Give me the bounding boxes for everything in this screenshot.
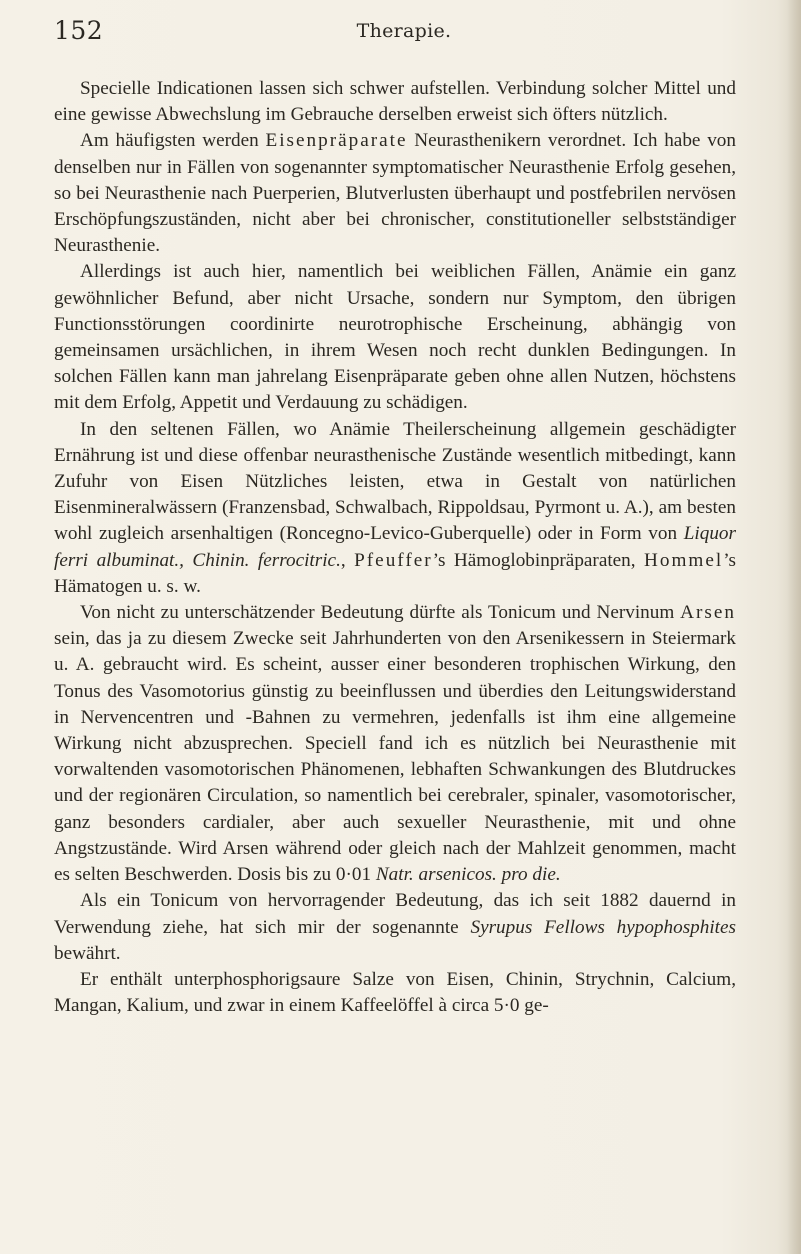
paragraph [54,967,736,1019]
text-run: In den seltenen Fällen, wo Anämie Theilerscheinung allgemein geschädigter Ernährung ist und diese offenbar neurasthenische Zustände wesentlich mitbedingt, kann Zufuhr von Eisen Nützliches leisten, etwa in Gestalt von natürlichen Eisenmineralwässern (Franzensbad, Schwalbach, Rippoldsau, Pyrmont u. A.), am besten wohl zugleich arsenhaltigen (Roncegno-Levico-Guberquelle) oder in Form von [54,418,736,545]
text-run: Allerdings ist auch hier, namentlich bei weiblichen Fällen, Anämie ein ganz gewöhnlicher Befund, aber nicht Ursache, sondern nur Symptom, den übrigen Functionsstörungen coordinirte neurotrophische Erscheinung, abhängig von gemeinsamen ursächlichen, in ihrem Wesen noch recht dunklen Bedingungen. In solchen Fällen kann man jahrelang Eisenpräparate geben ohne allen Nutzen, höchstens mit dem Erfolg, Appetit und Verdauung zu schädigen. [54,261,736,414]
italic-term: Liquor ferri albuminat., Chinin. ferrocitric. [54,523,736,571]
body-text [54,76,736,1019]
text-run: sein, das ja zu diesem Zwecke seit Jahrhunderten von den Arsenikessern in Steiermark u. A. gebraucht wird. Es scheint, ausser einer besonderen trophischen Wirkung, den Tonus des Vasomotorius günstig zu beeinflussen und überdies den Leitungswiderstand in Nervencentren und -Bahnen zu vermehren, jedenfalls ist ihm eine allgemeine Wirkung nicht abzusprechen. Speciell fand ich es nützlich bei Neurasthenie mit vorwaltenden vasomotorischen Phänomenen, lebhaften Schwankungen des Blutdruckes und der regionären Circulation, so namentlich bei cerebraler, spinaler, vasomotorischer, ganz besonders cardialer, aber auch sexueller Neurasthenie, mit und ohne Angstzustände. Wird Arsen während oder gleich nach der Mahlzeit genommen, macht es selten Beschwerden. Dosis bis zu 0·01 [54,628,736,886]
text-run: ’s Hämatogen u. s. w. [54,549,736,597]
page-header [54,16,754,56]
italic-term: Natr. arsenicos. pro die. [375,864,561,886]
text-run: Neurasthenikern verordnet. Ich habe von denselben nur in Fällen von sogenannter symptomatischer Neurasthenie Erfolg gesehen, so bei Neurasthenie nach Puerperien, Blutverlusten überhaupt und postfebrilen nervösen Erschöpfungszuständen, nicht aber bei chronischer, constitutioneller selbstständiger Neurasthenie. [54,130,736,257]
paragraph [54,600,736,888]
text-run: Als ein Tonicum von hervorragender Bedeutung, das ich seit 1882 dauernd in Verwendung ziehe, hat sich mir der sogenannte [54,890,736,938]
page-edge-shadow [787,0,801,1254]
page-number: 152 [54,16,104,45]
spaced-term: Arsen [680,602,736,624]
text-run: Er enthält unterphosphorigsaure Salze von Eisen, Chinin, Strychnin, Calcium, Mangan, Kalium, und zwar in einem Kaffeelöffel à circa 5·0 ge- [54,968,736,1017]
spaced-term: Eisenpräparate [265,130,408,152]
paragraph [54,259,736,416]
spaced-term: Hommel [644,549,724,571]
paragraph [54,417,736,600]
running-head: Therapie. [356,20,452,42]
paragraph [54,76,736,128]
text-run: Am häufigsten werden [80,130,266,152]
italic-term: Syrupus Fellows hypophosphites [470,916,736,938]
text-run: Von nicht zu unterschätzender Bedeutung dürfte als Tonicum und Nervinum [80,602,681,624]
paragraph [54,888,736,967]
text-run: Specielle Indicationen lassen sich schwer aufstellen. Verbindung solcher Mittel und eine gewisse Abwechslung im Gebrauche derselben erweist sich öfters nützlich. [54,78,736,126]
text-run: ’s Hämoglobinpräparaten, [432,549,645,571]
spaced-term: Pfeuffer [354,549,433,571]
paragraph [54,128,736,259]
text-run: bewährt. [54,942,121,964]
text-run: , [340,549,355,571]
